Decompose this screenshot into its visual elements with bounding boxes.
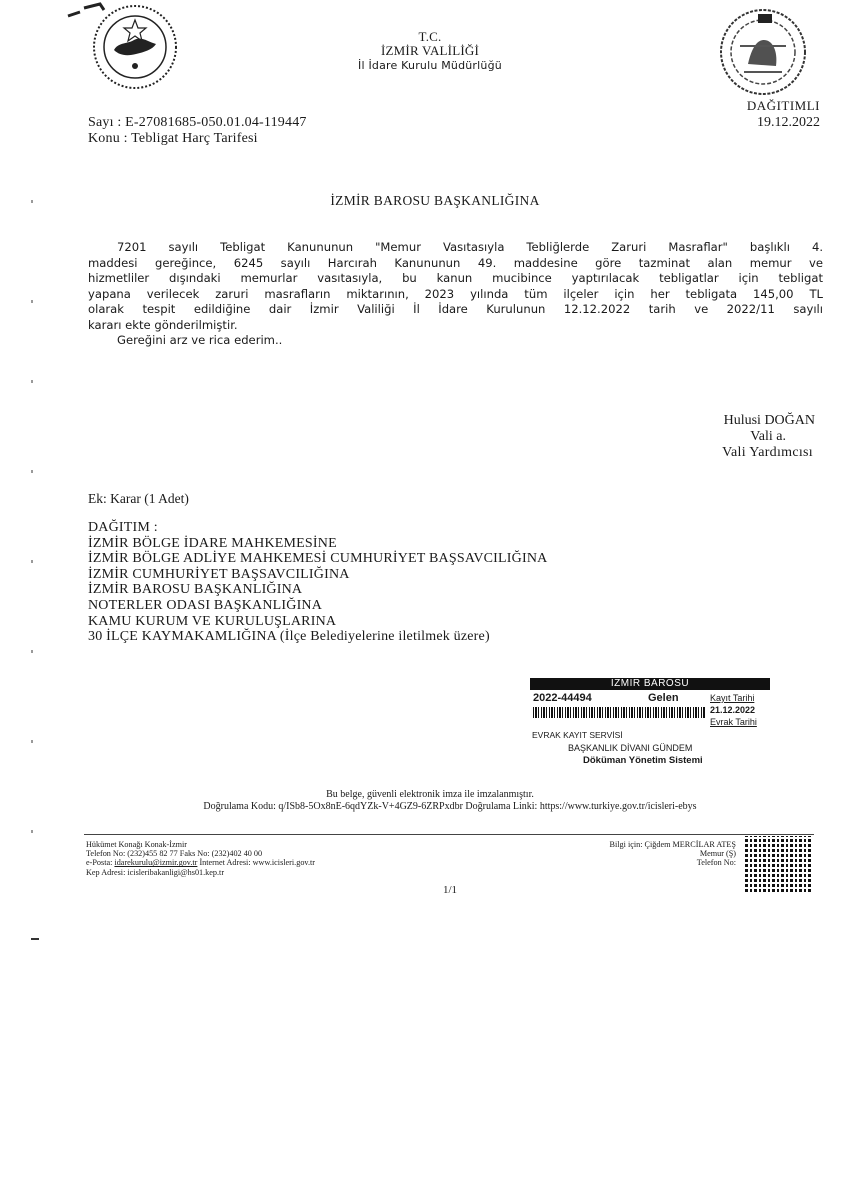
footer-contact-block (530, 840, 736, 868)
stamp-record-date-label: Kayıt Tarihi (710, 693, 755, 703)
distribution-item: İZMİR BAROSU BAŞKANLIĞINA (88, 582, 303, 598)
bar-association-stamp-icon (714, 6, 812, 98)
header-department: İl İdare Kurulu Müdürlüğü (358, 59, 502, 72)
signer-name: Hulusi DOĞAN (723, 413, 815, 428)
footer-address: Hükümet Konağı Konak-İzmir (86, 840, 187, 849)
governorship-seal-icon (86, 4, 184, 90)
scan-mark (31, 740, 33, 743)
scan-mark (31, 938, 39, 940)
footer-contact-2: Memur (Ş) (699, 849, 736, 859)
stamp-service: EVRAK KAYIT SERVİSİ (532, 730, 623, 740)
signer-title-1: Vali a. (750, 429, 786, 444)
verification-note: Bu belge, güvenli elektronik imza ile imzalanmıştır. (326, 789, 534, 800)
scan-mark (31, 470, 33, 473)
stamp-system: Döküman Yönetim Sistemi (583, 755, 703, 766)
body-line: kararı ekte gönderilmiştir. (88, 317, 238, 332)
footer-address-block (86, 840, 486, 877)
footer-phone: Telefon No: (232)455 82 77 Faks No: (232)402 40 00 (86, 849, 263, 859)
footer-contact-3: Telefon No: (696, 858, 736, 868)
letter-body (88, 240, 823, 349)
attachment-note: Ek: Karar (1 Adet) (88, 491, 189, 506)
distribution-item: İZMİR CUMHURİYET BAŞSAVCILIĞINA (88, 566, 350, 582)
scan-mark (31, 830, 33, 833)
document-date: 19.12.2022 (757, 115, 820, 130)
distribution-item: İZMİR BÖLGE İDARE MAHKEMESİNE (88, 535, 337, 551)
distribution-flag: DAĞITIMLI (746, 98, 820, 113)
closing-line: Gereğini arz ve rica ederim.. (117, 333, 283, 347)
registry-stamp (530, 678, 770, 768)
footer-email-line: e-Posta: idarekurulu@izmir.gov.tr İnternet Adresi: www.icisleri.gov.tr (86, 858, 316, 868)
stamp-org: İZMİR BAROSU (530, 678, 770, 690)
body-line: hizmetliler dışındaki memurlar vasıtasıyla, bu kanun mucibince yaptırılacak tebligatlar için tebligat (88, 271, 823, 285)
scan-mark (31, 560, 33, 563)
distribution-item: KAMU KURUM VE KURULUŞLARINA (88, 613, 337, 629)
footer-divider (84, 834, 814, 835)
header-authority: İZMİR VALİLİĞİ (380, 43, 479, 58)
page-number: 1/1 (442, 884, 458, 896)
verification-code: Doğrulama Kodu: q/ISb8-5Ox8nE-6qdYZk-V+4GZ9-6ZRPxdbr Doğrulama Linki: https://www.turkiye.gov.tr/icisleri-ebys (203, 801, 697, 812)
header-country: T.C. (418, 29, 442, 44)
body-line: olarak tespit edildiğine dair İzmir Valiliği İl İdare Kurulunun 12.12.2022 tarih ve 2022/11 sayılı (88, 302, 823, 316)
body-line: yapana verilecek zaruri masrafların miktarının, 2023 yılında tüm ilçeler için her tebligata 145,00 TL (88, 286, 823, 301)
stamp-direction: Gelen (648, 692, 679, 704)
distribution-item: İZMİR BÖLGE ADLİYE MAHKEMESİ CUMHURİYET BAŞSAVCILIĞINA (88, 551, 548, 567)
scan-mark (31, 380, 33, 383)
scan-mark (31, 300, 33, 303)
distribution-item: NOTERLER ODASI BAŞKANLIĞINA (88, 597, 323, 613)
footer-kep: Kep Adresi: icisleribakanligi@hs01.kep.tr (86, 867, 225, 877)
stamp-agenda: BAŞKANLIK DİVANI GÜNDEM (568, 743, 693, 753)
reference-number: Sayı : E-27081685-050.01.04-119447 (88, 115, 307, 130)
stamp-number: 2022-44494 (533, 692, 592, 704)
footer-contact-1: Bilgi için: Çiğdem MERCİLAR ATEŞ (609, 840, 736, 849)
barcode-icon (533, 707, 705, 718)
recipient-heading: İZMİR BAROSU BAŞKANLIĞINA (330, 193, 540, 208)
signer-title-2: Vali Yardımcısı (722, 445, 813, 460)
footer-email-link[interactable]: idarekurulu@izmir.gov.tr (114, 858, 198, 868)
stamp-record-date: 21.12.2022 (710, 705, 756, 715)
scan-mark (31, 200, 33, 203)
body-line: maddesi gereğince, 6245 sayılı Harcırah Kanununun 49. maddesine göre tazminat alan memur ve (88, 255, 823, 270)
distribution-item: 30 İLÇE KAYMAKAMLIĞINA (İlçe Belediyelerine iletilmek üzere) (88, 629, 490, 645)
subject-line: Konu : Tebligat Harç Tarifesi (88, 131, 258, 146)
body-line: 7201 sayılı Tebligat Kanununun "Memur Vasıtasıyla Tebliğlerde Zaruri Masraflar" başlıklı 4. (117, 240, 823, 254)
qr-code-icon (745, 836, 811, 892)
distribution-heading: DAĞITIM : (88, 520, 158, 535)
distribution-list (88, 520, 688, 645)
stamp-doc-date-label: Evrak Tarihi (710, 717, 757, 727)
scan-mark (31, 650, 33, 653)
